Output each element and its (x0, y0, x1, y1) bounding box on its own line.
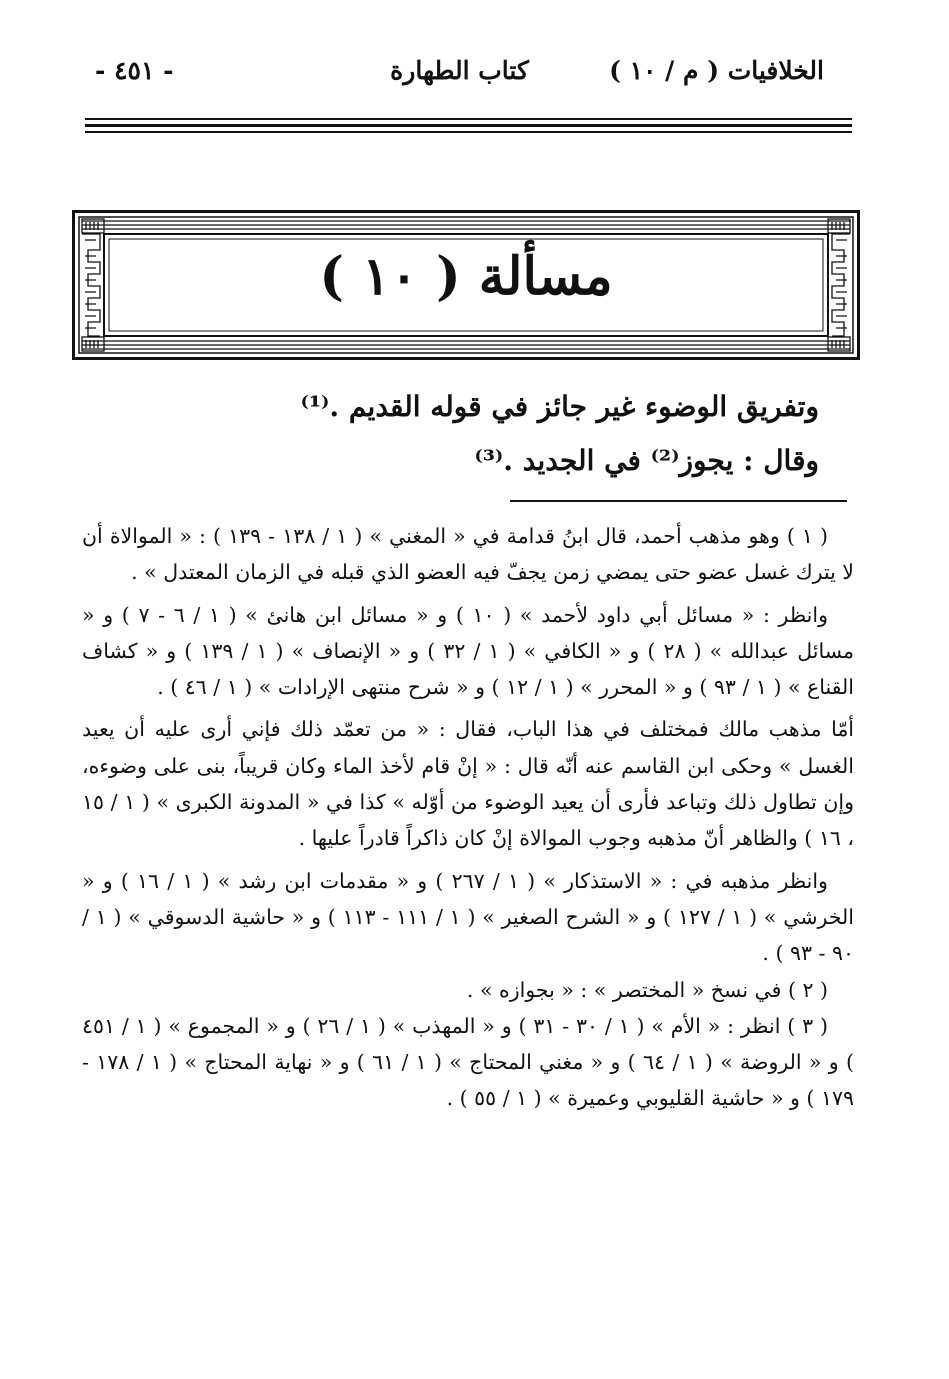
footnote-2: ( ٢ ) في نسخ « المختصر » : « بجوازه » . (466, 977, 828, 1002)
header-rule-middle (85, 124, 852, 127)
footnote-1-maliki: أمّا مذهب مالك فمختلف في هذا الباب، فقال : « من تعمّد ذلك فإني أرى عليه أن يعيد الغسل » وحكى ابن القاسم عنه أنّه قال : « إنْ قام لأخذ الماء وكان قريباً، بنى على وضوءه، وإن تطاول ذلك وتباعد فأرى أن يعيد الوضوء من أوّله » كذا في « المدونة الكبرى » ( ١ / ١٥ ، ١٦ ) والظاهر أنّ مذهبه وجوب الموالاة إنْ كان ذاكراً قادراً عليها . (82, 717, 854, 851)
header-book-title: الخلافيات ( م / ١٠ ) (609, 56, 824, 85)
footnote-separator (510, 500, 847, 502)
header-rule-bottom (85, 131, 852, 133)
header-rule-top (85, 118, 852, 120)
footnote-1-references: وانظر : « مسائل أبي داود لأحمد » ( ١٠ ) و « مسائل ابن هانئ » ( ١ / ٦ - ٧ ) و « مسائل عبدالله » ( ٢٨ ) و « الكافي » ( ١ / ٣٢ ) و « الإنصاف » ( ١ / ١٣٩ ) و « كشاف القناع » ( ١ / ٩٣ ) و « المحرر » ( ١ / ١٢ ) و « شرح منتهى الإرادات » ( ١ / ٤٦ ) . (82, 602, 854, 700)
header-chapter-title: كتاب الطهارة (390, 56, 529, 85)
footnote-3: ( ٣ ) انظر : « الأم » ( ١ / ٣٠ - ٣١ ) و « المهذب » ( ١ / ٢٦ ) و « المجموع » ( ١ / ٤٥١ ) و « الروضة » ( ١ / ٦٤ ) و « مغني المحتاج » ( ١ / ٦١ ) و « نهاية المحتاج » ( ١ / ١٧٨ - ١٧٩ ) و « حاشية القليوبي وعميرة » ( ١ / ٥٥ ) . (82, 1013, 854, 1111)
heading-frame (72, 210, 860, 360)
footnote-1: ( ١ ) وهو مذهب أحمد، قال ابنُ قدامة في « المغني » ( ١ / ١٣٨ - ١٣٩ ) : « الموالاة أن لا يترك غسل عضو حتى يمضي زمن يجفّ فيه العضو الذي قبله في الزمان المعتدل » . (82, 524, 854, 585)
main-text-line-1: وتفريق الوضوء غير جائز في قوله القديم .⁽¹⁾ (300, 390, 819, 423)
issue-title: مسألة ( ١٠ ) (319, 246, 613, 307)
footnotes (82, 518, 854, 1117)
running-header (95, 50, 824, 100)
page-number: - ٤٥١ - (95, 56, 174, 85)
footnote-1-maliki-references: وانظر مذهبه في : « الاستذكار » ( ١ / ٢٦٧ ) و « مقدمات ابن رشد » ( ١ / ١٦ ) و « الخرشي » ( ١ / ١٢٧ ) و « الشرح الصغير » ( ١ / ١١١ - ١١٣ ) و « حاشية الدسوقي » ( ١ / ٩٠ - ٩٣ ) . (82, 868, 854, 966)
main-text-line-2: وقال : يجوز⁽²⁾ في الجديد .⁽³⁾ (474, 444, 819, 477)
